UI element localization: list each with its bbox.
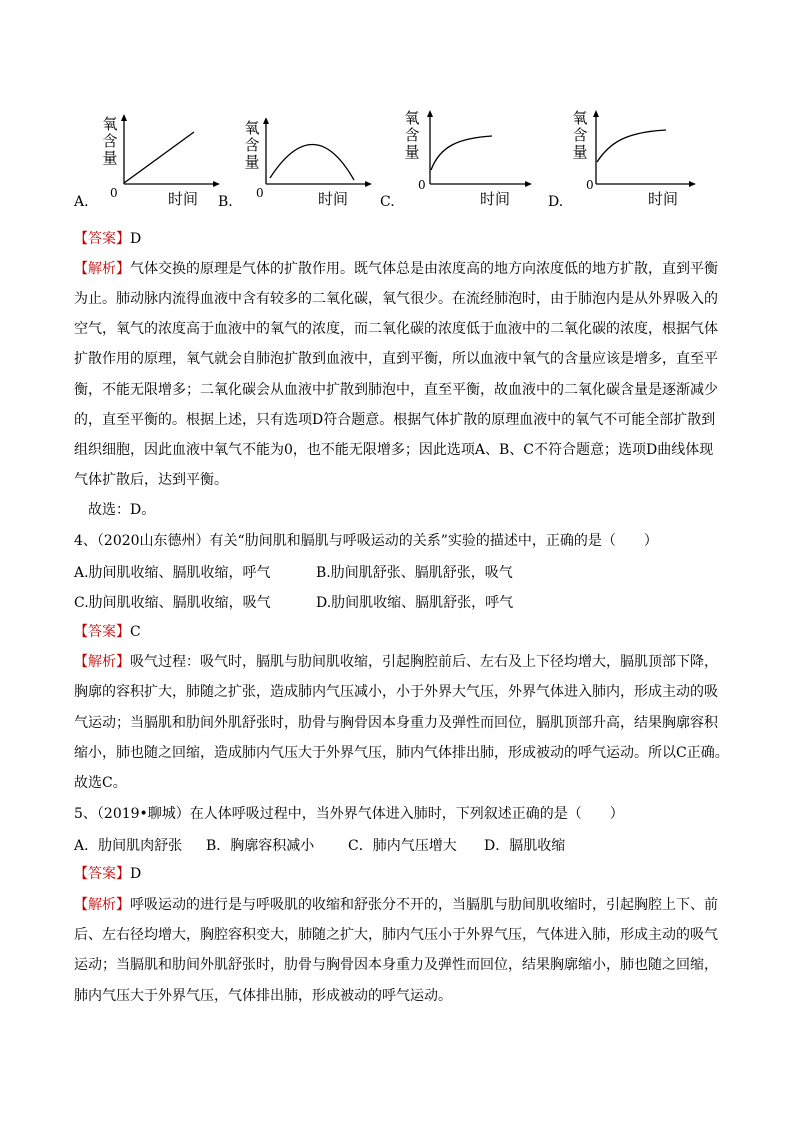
option-c-label: C. bbox=[380, 194, 395, 210]
q3-analysis-line: 为止。肺动脉内流得血液中含有较多的二氧化碳，氧气很少。在流经肺泡时，由于肺泡内是从外界吸入的 bbox=[74, 291, 718, 307]
q5-analysis-line: 后、左右径均增大，胸腔容积变大，肺随之扩大，肺内气压小于外界气压，气体进入肺，形成主动的吸气 bbox=[74, 927, 718, 943]
graph-b-ylabel: 氧 含 量 bbox=[244, 119, 260, 171]
graph-d-origin: 0 bbox=[586, 178, 594, 192]
q3-conclusion: 故选：D。 bbox=[88, 502, 156, 518]
analysis-tag: 【解析】 bbox=[74, 261, 130, 277]
graph-d-ylabel: 氧 含 量 bbox=[572, 109, 588, 161]
q4-answer bbox=[74, 623, 141, 641]
q5-option-a: A．肋间肌肉舒张 bbox=[74, 838, 183, 854]
q4-option-b: B.肋间肌舒张、膈肌舒张，吸气 bbox=[316, 565, 513, 581]
analysis-tag: 【解析】 bbox=[74, 897, 130, 913]
analysis-tag: 【解析】 bbox=[74, 654, 130, 670]
q5-option-d: D．膈肌收缩 bbox=[484, 838, 566, 854]
answer-tag: 【答案】 bbox=[74, 866, 130, 882]
answer-tag: 【答案】 bbox=[74, 624, 130, 640]
graph-d bbox=[572, 106, 702, 206]
graph-b-xlabel: 时间 bbox=[318, 190, 349, 208]
graph-c-ylabel: 氧 含 量 bbox=[404, 109, 420, 161]
graph-c-origin: 0 bbox=[418, 178, 426, 192]
answer-value: C bbox=[130, 624, 141, 640]
q3-analysis-line: 扩散作用的原理，氧气就会自肺泡扩散到血液中，直到平衡，所以血液中氧气的含量应该是增多，直至平 bbox=[74, 351, 718, 367]
q5-analysis-line: 肺内气压大于外界气压，气体排出肺，形成被动的呼气运动。 bbox=[74, 988, 452, 1004]
answer-value: D bbox=[130, 866, 142, 882]
q4-analysis-line: 气运动；当膈肌和肋间外肌舒张时，肋骨与胸骨因本身重力及弹性而回位，膈肌顶部升高，结果胸廓容积 bbox=[74, 715, 718, 731]
graph-c bbox=[404, 106, 534, 206]
q3-analysis-line: 的，直至平衡的。根据上述，只有选项D符合题意。根据气体扩散的原理血液中的氧气不可能全部扩散到 bbox=[74, 412, 716, 428]
q3-analysis-line: 空气，氧气的浓度高于血液中的氧气的浓度，而二氧化碳的浓度低于血液中的二氧化碳的浓度，根据气体 bbox=[74, 321, 718, 337]
answer-tag: 【答案】 bbox=[74, 231, 130, 247]
q3-analysis-line: 气体扩散后，达到平衡。 bbox=[74, 472, 228, 488]
option-a-label: A. bbox=[74, 194, 89, 210]
q4-conclusion: 故选C。 bbox=[74, 775, 127, 791]
graph-b-origin: 0 bbox=[256, 186, 264, 200]
q3-analysis-line: 【解析】气体交换的原理是气体的扩散作用。既气体总是由浓度高的地方向浓度低的地方扩散，直到平衡 bbox=[74, 261, 718, 277]
q5-option-c: C．肺内气压增大 bbox=[348, 838, 457, 854]
q4-analysis-line: 【解析】吸气过程：吸气时，膈肌与肋间肌收缩，引起胸腔前后、左右及上下径均增大，膈肌顶部下降， bbox=[74, 654, 718, 670]
q4-analysis-line: 胸廓的容积扩大，肺随之扩张，造成肺内气压减小，小于外界大气压，外界气体进入肺内，形成主动的吸 bbox=[74, 684, 718, 700]
q3-answer bbox=[74, 230, 141, 248]
option-d-label: D. bbox=[548, 194, 564, 210]
graph-a-ylabel: 氧 含 量 bbox=[102, 115, 118, 167]
graph-a-origin: 0 bbox=[110, 186, 118, 200]
q5-answer bbox=[74, 865, 141, 883]
q3-analysis-line: 衡，不能无限增多；二氧化碳会从血液中扩散到肺泡中，直至平衡，故血液中的二氧化碳含量是逐渐减少 bbox=[74, 382, 718, 398]
graph-b bbox=[244, 118, 374, 208]
option-b-label: B. bbox=[218, 194, 233, 210]
q4-option-a: A.肋间肌收缩、膈肌收缩，呼气 bbox=[74, 565, 271, 581]
q4-option-d: D.肋间肌收缩、膈肌舒张，呼气 bbox=[316, 595, 514, 611]
answer-value: D bbox=[130, 231, 142, 247]
q5-option-b: B．胸廓容积减小 bbox=[206, 838, 315, 854]
graph-d-xlabel: 时间 bbox=[648, 190, 679, 208]
q4-stem: 4、（2020山东德州）有关“肋间肌和膈肌与呼吸运动的关系”实验的描述中，正确的是（ ） bbox=[74, 533, 658, 549]
graph-c-xlabel: 时间 bbox=[480, 190, 511, 208]
q5-analysis-line: 【解析】呼吸运动的进行是与呼吸肌的收缩和舒张分不开的，当膈肌与肋间肌收缩时，引起胸腔上下、前 bbox=[74, 897, 718, 913]
q3-analysis-line: 组织细胞，因此血液中氧气不能为0，也不能无限增多；因此选项A、B、C不符合题意；选项D曲线体现 bbox=[74, 442, 714, 458]
graph-a bbox=[96, 112, 226, 208]
q5-stem: 5、（2019•聊城）在人体呼吸过程中，当外界气体进入肺时，下列叙述正确的是（ ） bbox=[74, 806, 624, 822]
q4-option-c: C.肋间肌收缩、膈肌收缩，吸气 bbox=[74, 595, 271, 611]
q4-analysis-line: 缩小，肺也随之回缩，造成肺内气压大于外界气压，肺内气体排出肺，形成被动的呼气运动。所以C正确。 bbox=[74, 745, 729, 761]
graph-a-xlabel: 时间 bbox=[168, 190, 199, 208]
q5-analysis-line: 运动；当膈肌和肋间外肌舒张时，肋骨与胸骨因本身重力及弹性而回位，结果胸廓缩小，肺也随之回缩， bbox=[74, 957, 718, 973]
